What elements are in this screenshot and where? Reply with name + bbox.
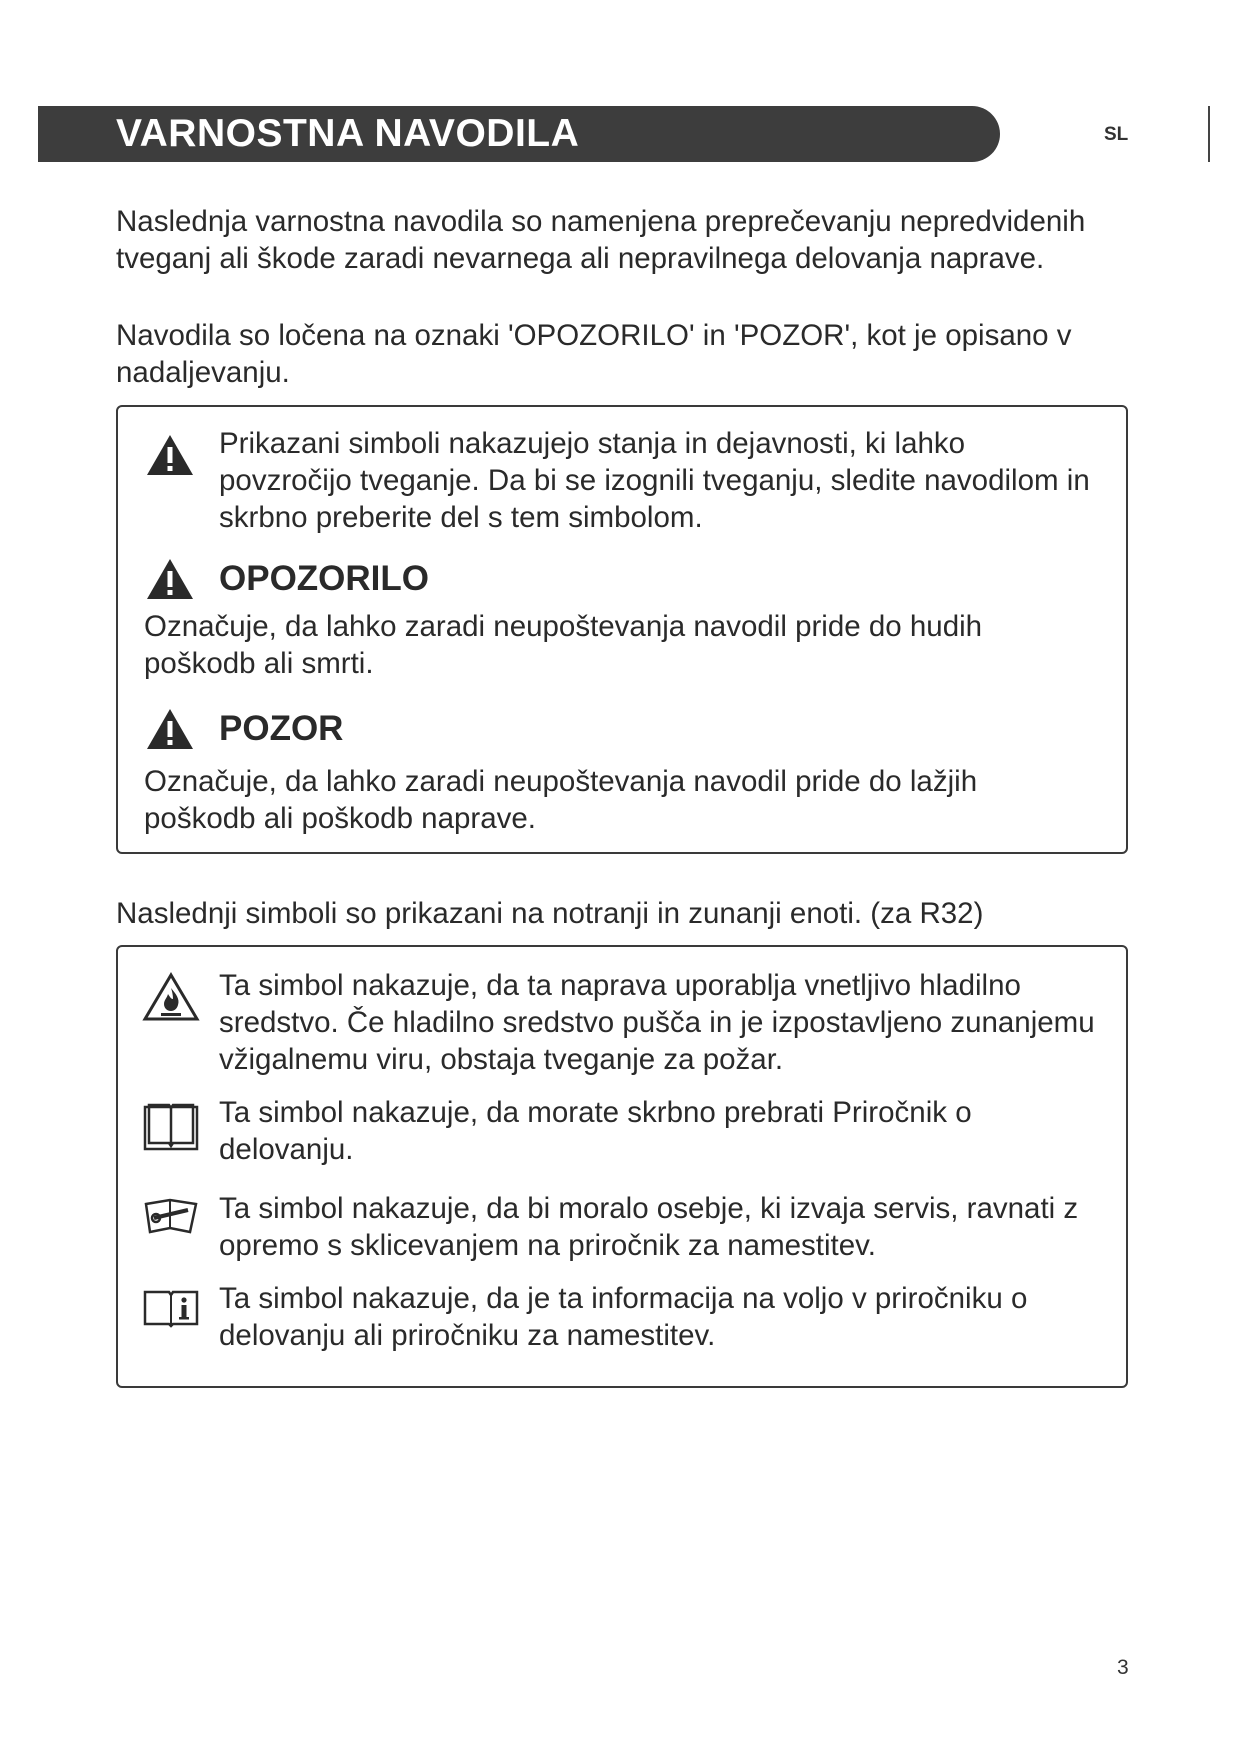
opozorilo-description: Označuje, da lahko zaradi neupoštevanja navodil pride do hudih poškodb ali smrti. xyxy=(144,610,983,680)
language-label: SL xyxy=(1104,124,1129,145)
symbol-text: Ta simbol nakazuje, da morate skrbno prebrati Priročnik o delovanju. xyxy=(219,1096,972,1166)
symbols-intro: Naslednji simboli so prikazani na notranji in zunanji enoti. (za R32) xyxy=(116,897,984,930)
opozorilo-heading: OPOZORILO xyxy=(219,559,429,598)
page-title: VARNOSTNA NAVODILA xyxy=(116,112,580,155)
symbol-text: Ta simbol nakazuje, da bi moralo osebje, ki izvaja servis, ravnati z opremo s sklicevanjem na priročnik za namestitev. xyxy=(219,1192,1079,1262)
flammable-icon xyxy=(142,972,200,1027)
warning-box xyxy=(116,405,1128,854)
symbol-text: Ta simbol nakazuje, da ta naprava uporablja vnetljivo hladilno sredstvo. Če hladilno sredstvo pušča in je izpostavljeno zunanjemu vžigalnemu viru, obstaja tveganje za požar. xyxy=(219,969,1095,1076)
manual-book-icon xyxy=(143,1099,199,1156)
intro-paragraph-1: Naslednja varnostna navodila so namenjena preprečevanju nepredvidenih tveganj ali škode zaradi nevarnega ali nepravilnega delovanja naprave. xyxy=(116,205,1086,275)
warning-triangle-icon xyxy=(145,707,195,756)
symbol-text: Ta simbol nakazuje, da je ta informacija na voljo v priročniku o delovanju ali priročniku za namestitev. xyxy=(219,1282,1028,1352)
warning-triangle-icon xyxy=(145,433,195,482)
symbols-box xyxy=(116,945,1128,1388)
pozor-heading: POZOR xyxy=(219,709,344,748)
page-number: 3 xyxy=(1117,1656,1129,1679)
symbol-explanation-text: Prikazani simboli nakazujejo stanja in dejavnosti, ki lahko povzročijo tveganje. Da bi se izognili tveganju, sledite navodilom in skrbno preberite del s tem simbolom. xyxy=(219,427,1090,534)
page-edge-divider xyxy=(1208,106,1210,162)
intro-paragraph-2: Navodila so ločena na oznaki 'OPOZORILO' in 'POZOR', kot je opisano v nadaljevanju. xyxy=(116,319,1072,389)
pozor-description: Označuje, da lahko zaradi neupoštevanja navodil pride do lažjih poškodb ali poškodb naprave. xyxy=(144,765,978,835)
warning-triangle-icon xyxy=(145,557,195,606)
info-manual-icon xyxy=(143,1288,199,1333)
section-title-bar xyxy=(38,106,1000,162)
service-manual-icon xyxy=(142,1196,200,1241)
